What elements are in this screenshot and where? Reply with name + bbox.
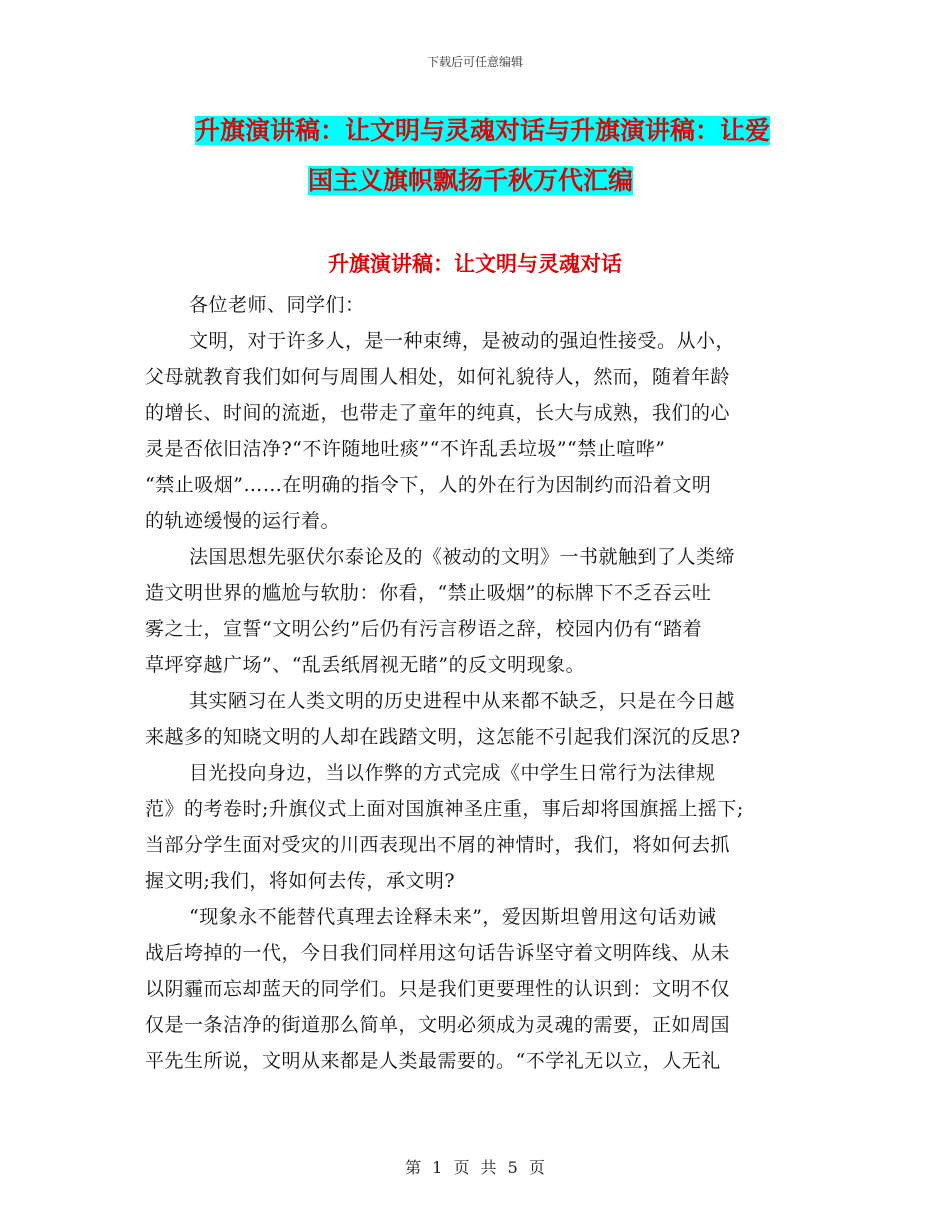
text-line: 各位老师、同学们： <box>189 294 365 316</box>
text-line: 当部分学生面对受灾的川西表现出不屑的神情时，我们，将如何去抓 <box>145 834 731 856</box>
text-line: 目光投向身边，当以作弊的方式完成《中学生日常行为法律规 <box>189 762 716 784</box>
text-line: 文明，对于许多人，是一种束缚，是被动的强迫性接受。从小， <box>189 330 736 352</box>
text-line: 仅是一条洁净的街道那么简单，文明必须成为灵魂的需要，正如周国 <box>145 1014 731 1036</box>
text-line: 父母就教育我们如何与周围人相处，如何礼貌待人，然而，随着年龄 <box>145 366 731 388</box>
text-line: 雾之士，宣誓“文明公约”后仍有污言秽语之辞，校园内仍有“踏着 <box>145 618 703 640</box>
title-line-1 <box>150 106 810 156</box>
text-line: 握文明;我们，将如何去传，承文明? <box>145 870 456 892</box>
document-title <box>150 106 810 206</box>
text-line: “现象永不能替代真理去诠释未来”，爱因斯坦曾用这句话劝诫 <box>189 906 717 928</box>
text-line: 以阴霾而忘却蓝天的同学们。只是我们更要理性的认识到：文明不仅 <box>145 978 731 1000</box>
section-heading: 升旗演讲稿：让文明与灵魂对话 <box>328 252 622 276</box>
text-line: 战后垮掉的一代，今日我们同样用这句话告诉坚守着文明阵线、从未 <box>145 942 731 964</box>
text-line: 的增长、时间的流逝，也带走了童年的纯真，长大与成熟，我们的心 <box>145 402 731 424</box>
text-line: 范》的考卷时;升旗仪式上面对国旗神圣庄重，事后却将国旗摇上摇下; <box>145 798 744 820</box>
text-line: 法国思想先驱伏尔泰论及的《被动的文明》一书就触到了人类缔 <box>189 546 736 568</box>
page-footer: 第 1 页 共 5 页 <box>405 1158 545 1177</box>
title-line-2 <box>150 156 810 206</box>
body-text <box>145 287 805 1079</box>
header-note: 下载后可任意编辑 <box>426 55 523 69</box>
text-line: 的轨迹缓慢的运行着。 <box>145 510 341 532</box>
text-line: “禁止吸烟”……在明确的指令下，人的外在行为因制约而沿着文明 <box>145 474 712 496</box>
text-line: 来越多的知晓文明的人却在践踏文明，这怎能不引起我们深沉的反思? <box>145 726 741 748</box>
text-line: 平先生所说，文明从来都是人类最需要的。“不学礼无以立，人无礼 <box>145 1050 721 1072</box>
title-line-2-text: 国主义旗帜飘扬千秋万代汇编 <box>308 166 634 195</box>
text-line: 草坪穿越广场”、“乱丢纸屑视无睹”的反文明现象。 <box>145 654 586 676</box>
text-line: 灵是否依旧洁净?“不许随地吐痰”“不许乱丢垃圾”“禁止喧哗” <box>145 438 666 460</box>
text-line: 造文明世界的尴尬与软肋：你看，“禁止吸烟”的标牌下不乏吞云吐 <box>145 582 712 604</box>
text-line: 其实陋习在人类文明的历史进程中从来都不缺乏，只是在今日越 <box>189 690 736 712</box>
title-line-1-text: 升旗演讲稿：让文明与灵魂对话与升旗演讲稿：让爱 <box>195 116 771 145</box>
